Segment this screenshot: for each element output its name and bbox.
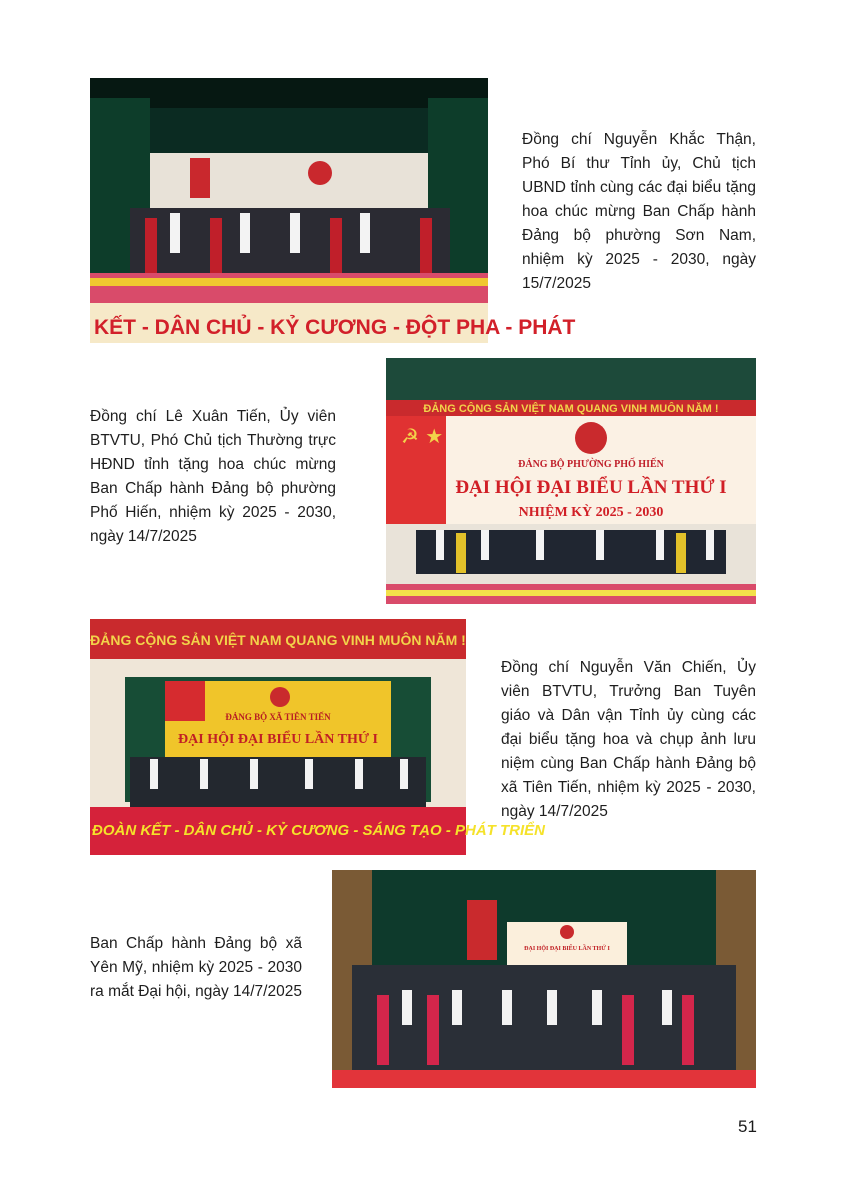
photo-banner-text: ĐOÀN KẾT - DÂN CHỦ - KỶ CƯƠNG - SÁNG TẠO - PHÁT TRIỂN	[92, 822, 546, 839]
photo-line2: ĐẠI HỘI ĐẠI BIỂU LẦN THỨ I	[455, 477, 727, 498]
photo-line1: ĐẢNG BỘ PHƯỜNG PHỐ HIẾN	[518, 459, 664, 470]
photo-tien-tien-congress	[90, 619, 546, 855]
photo-yen-my-congress	[332, 870, 756, 1088]
caption-3	[501, 656, 756, 824]
svg-text:☭ ★: ☭ ★	[401, 424, 444, 448]
caption-text: Đồng chí Nguyễn Khắc Thận, Phó Bí thư Tỉnh ủy, Chủ tịch UBND tỉnh cùng các đại biểu tặng hoa chúc mừng Ban Chấp hành Đảng bộ phường Sơn Nam, nhiệm kỳ 2025 - 2030, ngày 15/7/2025	[522, 131, 756, 292]
page-number: 51	[738, 1117, 757, 1136]
photo-top-banner: ĐẢNG CỘNG SẢN VIỆT NAM QUANG VINH MUÔN NĂM !	[90, 632, 466, 648]
caption-4	[90, 932, 302, 1004]
caption-text: Đồng chí Lê Xuân Tiến, Ủy viên BTVTU, Phó Chủ tịch Thường trực HĐND tỉnh tặng hoa chúc mừng Ban Chấp hành Đảng bộ phường Phố Hiến, nhiệm kỳ 2025 - 2030, ngày 14/7/2025	[90, 408, 336, 545]
photo-top-banner: ĐẢNG CỘNG SẢN VIỆT NAM QUANG VINH MUÔN NĂM !	[423, 403, 719, 415]
photo-son-nam-congress	[90, 78, 576, 343]
caption-text: Ban Chấp hành Đảng bộ xã Yên Mỹ, nhiệm kỳ 2025 - 2030 ra mắt Đại hội, ngày 14/7/2025	[90, 935, 302, 1000]
caption-text: Đồng chí Nguyễn Văn Chiến, Ủy viên BTVTU, Trưởng Ban Tuyên giáo và Dân vận Tỉnh ủy cùng các đại biểu tặng hoa và chụp ảnh lưu niệm cùng Ban Chấp hành Đảng bộ xã Tiên Tiến, nhiệm kỳ 2025 - 2030, ngày 14/7/2025	[501, 659, 756, 820]
photo-banner-text: KẾT - DÂN CHỦ - KỶ CƯƠNG - ĐỘT PHA - PHÁT	[94, 316, 576, 339]
photo-line3: NHIỆM KỲ 2025 - 2030	[518, 505, 664, 520]
caption-2	[90, 405, 336, 549]
photo-pho-hien-congress	[386, 358, 756, 604]
caption-1	[522, 128, 756, 296]
photo-line2: ĐẠI HỘI ĐẠI BIỂU LẦN THỨ I	[524, 946, 610, 952]
photo-line2: ĐẠI HỘI ĐẠI BIỂU LẦN THỨ I	[178, 732, 378, 747]
photo-line1: ĐẢNG BỘ XÃ TIÊN TIẾN	[225, 712, 331, 722]
